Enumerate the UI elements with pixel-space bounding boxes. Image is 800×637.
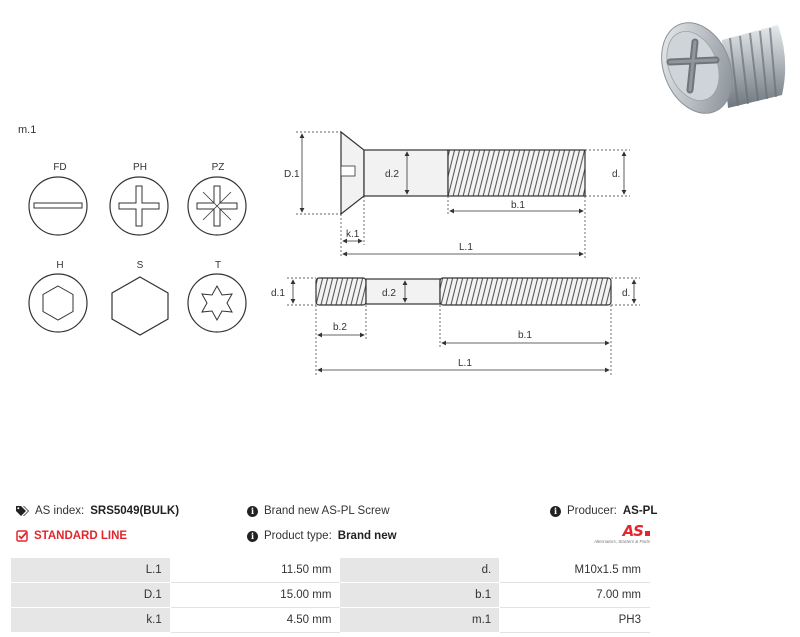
table-row [11, 558, 650, 583]
checkbox-icon [16, 530, 28, 542]
producer-row [550, 505, 657, 517]
drive-t-icon [188, 260, 246, 332]
drive-h-icon [29, 260, 87, 332]
as-logo-tagline: Alternators, Starters & Parts [593, 539, 650, 544]
product-type-value: Brand new [337, 530, 397, 542]
table-row [11, 608, 650, 633]
drive-code-t: T [214, 260, 222, 271]
producer-value: AS-PL [622, 505, 658, 517]
dim-label-b1-top: b.1 [511, 200, 525, 211]
as-index-label: AS index: [35, 505, 85, 517]
spec-key: L.1 [11, 558, 171, 583]
producer-label: Producer: [567, 505, 617, 517]
specification-table [10, 557, 650, 633]
drive-ph-icon [110, 162, 168, 235]
dim-label-d-bottom: d. [622, 288, 631, 299]
stud-screw-drawing [271, 278, 640, 375]
drive-code-ph: PH [133, 162, 147, 173]
dim-label-d-top: d. [612, 169, 621, 180]
spec-key: D.1 [11, 583, 171, 608]
dim-label-b1-bottom: b.1 [518, 330, 532, 341]
description-row [247, 505, 390, 517]
spec-value: 4.50 mm [170, 608, 340, 633]
product-line-row [16, 530, 127, 542]
spec-value: M10x1.5 mm [500, 558, 650, 583]
as-logo-text: AS [622, 522, 643, 540]
drive-code-pz: PZ [211, 162, 225, 173]
dim-label-b2: b.2 [333, 322, 347, 333]
product-line-label: STANDARD LINE [34, 530, 128, 542]
spec-value: 11.50 mm [170, 558, 340, 583]
description-text: Brand new AS-PL Screw [264, 505, 390, 517]
drive-code-h: H [56, 260, 64, 271]
info-icon: i [247, 506, 258, 517]
spec-key: m.1 [340, 608, 500, 633]
dim-label-L1-top: L.1 [459, 242, 473, 253]
info-icon: i [550, 506, 561, 517]
drive-pz-icon [188, 162, 246, 235]
spec-value: 7.00 mm [500, 583, 650, 608]
drive-fd-icon [29, 162, 87, 235]
dim-label-L1-bottom: L.1 [458, 358, 472, 369]
info-icon: i [247, 531, 258, 542]
spec-key: k.1 [11, 608, 171, 633]
series-label: m.1 [18, 124, 37, 136]
drive-code-s: S [136, 260, 144, 271]
as-index-row [16, 505, 179, 517]
dim-label-d1-bottom: d.1 [271, 288, 285, 299]
as-index-value: SRS5049(BULK) [90, 505, 180, 517]
spec-key: b.1 [340, 583, 500, 608]
as-logo [586, 524, 650, 550]
spec-value: 15.00 mm [170, 583, 340, 608]
spec-value: PH3 [500, 608, 650, 633]
dim-label-d2-top: d.2 [385, 169, 399, 180]
table-row [11, 583, 650, 608]
spec-key: d. [340, 558, 500, 583]
product-photo [649, 12, 785, 124]
dim-label-k1: k.1 [346, 229, 360, 240]
product-type-label: Product type: [264, 530, 332, 542]
countersunk-screw-drawing [284, 132, 630, 258]
tag-icon [16, 506, 29, 517]
drive-code-fd: FD [53, 162, 67, 173]
dim-label-d2-bottom: d.2 [382, 288, 396, 299]
dim-label-D1: D.1 [284, 169, 300, 180]
product-type-row [247, 530, 397, 542]
drive-s-icon [112, 260, 168, 335]
